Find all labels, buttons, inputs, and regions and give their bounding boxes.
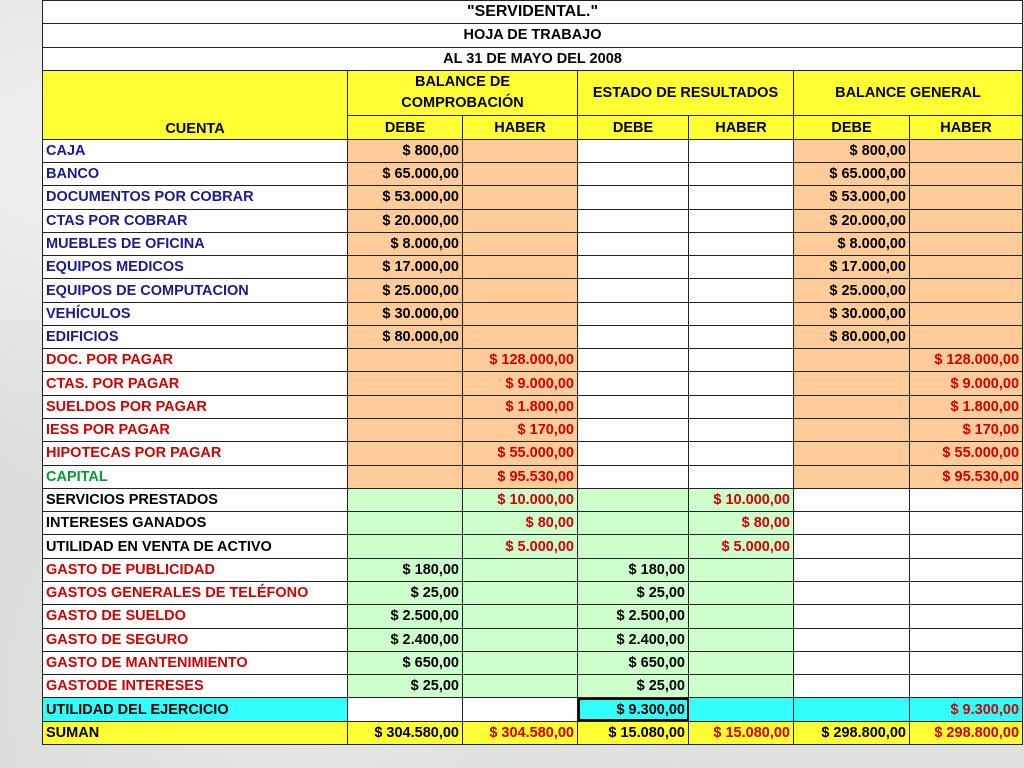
account-name: CTAS. POR PAGAR (43, 372, 348, 395)
table-row (43, 349, 1023, 372)
account-name: SERVICIOS PRESTADOS (43, 488, 348, 511)
bg-debe-cell (794, 675, 910, 698)
table-row (43, 651, 1023, 674)
table-row (43, 395, 1023, 418)
table-row (43, 325, 1023, 348)
suman-bc-haber: $ 304.580,00 (463, 721, 578, 744)
bg-haber-cell (910, 628, 1023, 651)
bc-haber-cell: $ 55.000,00 (463, 442, 578, 465)
er-debe-cell (578, 209, 689, 232)
er-haber-cell: $ 80,00 (689, 512, 794, 535)
account-name: CAPITAL (43, 465, 348, 488)
account-name: SUELDOS POR PAGAR (43, 395, 348, 418)
bg-haber-cell (910, 675, 1023, 698)
table-row (43, 256, 1023, 279)
er-debe-cell: $ 2.500,00 (578, 605, 689, 628)
bg-haber-cell: $ 9.000,00 (910, 372, 1023, 395)
bc-haber-cell (463, 558, 578, 581)
bc-haber-cell: $ 1.800,00 (463, 395, 578, 418)
bc-haber-cell (463, 209, 578, 232)
bg-debe-cell (794, 395, 910, 418)
er-haber-cell (689, 302, 794, 325)
account-name: INTERESES GANADOS (43, 512, 348, 535)
bg-haber-cell: $ 95.530,00 (910, 465, 1023, 488)
er-debe-cell (578, 442, 689, 465)
table-row (43, 232, 1023, 255)
er-haber-cell (689, 209, 794, 232)
er-debe-cell (578, 302, 689, 325)
bc-debe-cell: $ 2.400,00 (348, 628, 463, 651)
table-row (43, 465, 1023, 488)
bc-debe-cell (348, 372, 463, 395)
bg-debe-cell: $ 800,00 (794, 139, 910, 162)
header-er-haber: HABER (689, 116, 794, 139)
bg-debe-cell: $ 17.000,00 (794, 256, 910, 279)
bg-debe-cell: $ 20.000,00 (794, 209, 910, 232)
er-haber-cell (689, 465, 794, 488)
table-row (43, 209, 1023, 232)
bc-debe-cell: $ 30.000,00 (348, 302, 463, 325)
er-haber-cell: $ 5.000,00 (689, 535, 794, 558)
table-row (43, 582, 1023, 605)
er-haber-cell (689, 139, 794, 162)
suman-er-debe: $ 15.080,00 (578, 721, 689, 744)
bc-haber-cell (463, 325, 578, 348)
table-row (43, 628, 1023, 651)
bg-debe-cell (794, 628, 910, 651)
bg-debe-cell (794, 419, 910, 442)
bc-debe-cell (348, 535, 463, 558)
table-row (43, 419, 1023, 442)
bg-haber-cell: $ 1.800,00 (910, 395, 1023, 418)
bg-haber-cell (910, 186, 1023, 209)
bc-haber-cell (463, 232, 578, 255)
bc-debe-cell (348, 512, 463, 535)
er-debe-cell (578, 395, 689, 418)
er-haber-cell (689, 186, 794, 209)
bc-debe-cell: $ 650,00 (348, 651, 463, 674)
header-cuenta: CUENTA (43, 70, 348, 139)
account-name: MUEBLES DE OFICINA (43, 232, 348, 255)
header-bg-debe: DEBE (794, 116, 910, 139)
bg-haber-cell (910, 209, 1023, 232)
bc-haber-cell (463, 651, 578, 674)
bg-haber-cell (910, 558, 1023, 581)
bg-haber-cell (910, 302, 1023, 325)
account-name: EQUIPOS DE COMPUTACION (43, 279, 348, 302)
er-haber-cell (689, 256, 794, 279)
header-bg-haber: HABER (910, 116, 1023, 139)
table-row (43, 139, 1023, 162)
bg-debe-cell (794, 558, 910, 581)
table-row (43, 535, 1023, 558)
er-debe-cell (578, 139, 689, 162)
table-row (43, 442, 1023, 465)
account-name: GASTO DE PUBLICIDAD (43, 558, 348, 581)
bc-debe-cell (348, 465, 463, 488)
er-haber-cell (689, 279, 794, 302)
header-bc-debe: DEBE (348, 116, 463, 139)
bg-debe-cell (794, 582, 910, 605)
bg-debe-cell (794, 465, 910, 488)
table-row (43, 558, 1023, 581)
bc-debe-cell (348, 395, 463, 418)
header-estado-resultados: ESTADO DE RESULTADOS (578, 70, 794, 116)
bc-debe-cell (348, 488, 463, 511)
bg-haber-cell (910, 325, 1023, 348)
group-header-row (43, 70, 1023, 116)
er-haber-cell (689, 442, 794, 465)
er-haber-cell (689, 558, 794, 581)
er-debe-cell: $ 650,00 (578, 651, 689, 674)
bc-haber-cell: $ 95.530,00 (463, 465, 578, 488)
er-debe-cell (578, 279, 689, 302)
table-row (43, 372, 1023, 395)
bc-haber-cell (463, 139, 578, 162)
er-haber-cell (689, 628, 794, 651)
bg-haber-cell (910, 232, 1023, 255)
bc-haber-cell (463, 302, 578, 325)
account-name: UTILIDAD EN VENTA DE ACTIVO (43, 535, 348, 558)
table-row (43, 675, 1023, 698)
utilidad-er-debe: $ 9.300,00 (578, 698, 689, 721)
account-name: EQUIPOS MEDICOS (43, 256, 348, 279)
bc-debe-cell: $ 80.000,00 (348, 325, 463, 348)
bg-haber-cell (910, 535, 1023, 558)
bc-debe-cell (348, 442, 463, 465)
bc-haber-cell (463, 605, 578, 628)
bg-debe-cell (794, 488, 910, 511)
bc-haber-cell: $ 80,00 (463, 512, 578, 535)
bc-debe-cell: $ 25,00 (348, 582, 463, 605)
bg-haber-cell (910, 256, 1023, 279)
utilidad-row (43, 698, 1023, 721)
bg-debe-cell: $ 30.000,00 (794, 302, 910, 325)
bc-debe-cell: $ 53.000,00 (348, 186, 463, 209)
subtitle-row (43, 24, 1023, 47)
table-row (43, 279, 1023, 302)
er-debe-cell (578, 162, 689, 185)
er-debe-cell (578, 465, 689, 488)
bc-debe-cell: $ 25,00 (348, 675, 463, 698)
utilidad-bg-debe (794, 698, 910, 721)
worksheet-table (42, 0, 1023, 745)
account-name: GASTO DE MANTENIMIENTO (43, 651, 348, 674)
er-debe-cell (578, 488, 689, 511)
bc-haber-cell: $ 170,00 (463, 419, 578, 442)
bc-debe-cell: $ 2.500,00 (348, 605, 463, 628)
bc-haber-cell (463, 279, 578, 302)
account-name: CAJA (43, 139, 348, 162)
bg-haber-cell: $ 55.000,00 (910, 442, 1023, 465)
account-name: DOC. POR PAGAR (43, 349, 348, 372)
er-haber-cell (689, 675, 794, 698)
bg-debe-cell (794, 535, 910, 558)
bg-debe-cell (794, 349, 910, 372)
bc-debe-cell: $ 65.000,00 (348, 162, 463, 185)
account-name: EDIFICIOS (43, 325, 348, 348)
er-haber-cell (689, 162, 794, 185)
er-debe-cell: $ 180,00 (578, 558, 689, 581)
account-name: GASTOS GENERALES DE TELÉFONO (43, 582, 348, 605)
bc-debe-cell: $ 17.000,00 (348, 256, 463, 279)
account-rows (43, 139, 1023, 698)
sheet-date: AL 31 DE MAYO DEL 2008 (43, 47, 1023, 70)
title-row (43, 1, 1023, 24)
bc-haber-cell (463, 582, 578, 605)
bg-haber-cell (910, 139, 1023, 162)
bg-debe-cell (794, 651, 910, 674)
er-haber-cell (689, 325, 794, 348)
utilidad-bc-haber (463, 698, 578, 721)
bc-debe-cell (348, 349, 463, 372)
header-er-debe: DEBE (578, 116, 689, 139)
suman-row (43, 721, 1023, 744)
bg-haber-cell (910, 605, 1023, 628)
suman-label: SUMAN (43, 721, 348, 744)
account-name: BANCO (43, 162, 348, 185)
bg-haber-cell (910, 512, 1023, 535)
bg-debe-cell (794, 605, 910, 628)
er-haber-cell (689, 232, 794, 255)
bc-debe-cell (348, 419, 463, 442)
bc-haber-cell: $ 9.000,00 (463, 372, 578, 395)
table-row (43, 512, 1023, 535)
er-debe-cell (578, 419, 689, 442)
bg-haber-cell (910, 582, 1023, 605)
er-debe-cell (578, 349, 689, 372)
table-row (43, 302, 1023, 325)
bg-haber-cell: $ 128.000,00 (910, 349, 1023, 372)
er-haber-cell (689, 651, 794, 674)
er-debe-cell: $ 25,00 (578, 582, 689, 605)
bc-haber-cell (463, 628, 578, 651)
account-name: HIPOTECAS POR PAGAR (43, 442, 348, 465)
bg-haber-cell (910, 162, 1023, 185)
bg-haber-cell (910, 651, 1023, 674)
bc-haber-cell: $ 5.000,00 (463, 535, 578, 558)
bc-debe-cell: $ 8.000,00 (348, 232, 463, 255)
bc-haber-cell (463, 675, 578, 698)
bc-debe-cell: $ 800,00 (348, 139, 463, 162)
table-row (43, 488, 1023, 511)
bg-debe-cell (794, 372, 910, 395)
bg-debe-cell: $ 80.000,00 (794, 325, 910, 348)
bg-debe-cell (794, 442, 910, 465)
account-name: DOCUMENTOS POR COBRAR (43, 186, 348, 209)
bg-haber-cell: $ 170,00 (910, 419, 1023, 442)
er-debe-cell (578, 256, 689, 279)
bc-debe-cell: $ 25.000,00 (348, 279, 463, 302)
account-name: GASTODE INTERESES (43, 675, 348, 698)
bg-haber-cell (910, 488, 1023, 511)
suman-bg-haber: $ 298.800,00 (910, 721, 1023, 744)
bg-debe-cell: $ 8.000,00 (794, 232, 910, 255)
suman-bc-debe: $ 304.580,00 (348, 721, 463, 744)
bg-debe-cell: $ 25.000,00 (794, 279, 910, 302)
er-debe-cell (578, 232, 689, 255)
er-debe-cell (578, 186, 689, 209)
bc-haber-cell (463, 256, 578, 279)
er-debe-cell: $ 25,00 (578, 675, 689, 698)
account-name: CTAS POR COBRAR (43, 209, 348, 232)
utilidad-label: UTILIDAD DEL EJERCICIO (43, 698, 348, 721)
er-haber-cell: $ 10.000,00 (689, 488, 794, 511)
utilidad-bg-haber: $ 9.300,00 (910, 698, 1023, 721)
er-haber-cell (689, 372, 794, 395)
er-debe-cell (578, 372, 689, 395)
suman-bg-debe: $ 298.800,00 (794, 721, 910, 744)
sheet-subtitle: HOJA DE TRABAJO (43, 24, 1023, 47)
company-title: "SERVIDENTAL." (43, 1, 1023, 24)
er-haber-cell (689, 582, 794, 605)
table-row (43, 186, 1023, 209)
table-row (43, 162, 1023, 185)
er-haber-cell (689, 605, 794, 628)
er-debe-cell (578, 325, 689, 348)
bg-debe-cell: $ 53.000,00 (794, 186, 910, 209)
bc-haber-cell: $ 10.000,00 (463, 488, 578, 511)
bg-haber-cell (910, 279, 1023, 302)
bc-debe-cell: $ 20.000,00 (348, 209, 463, 232)
table-row (43, 605, 1023, 628)
header-balance-comprobacion: BALANCE DE COMPROBACIÓN (348, 70, 578, 116)
account-name: GASTO DE SUELDO (43, 605, 348, 628)
bc-haber-cell (463, 186, 578, 209)
bg-debe-cell: $ 65.000,00 (794, 162, 910, 185)
bc-haber-cell (463, 162, 578, 185)
bc-debe-cell: $ 180,00 (348, 558, 463, 581)
utilidad-bc-debe (348, 698, 463, 721)
account-name: GASTO DE SEGURO (43, 628, 348, 651)
suman-er-haber: $ 15.080,00 (689, 721, 794, 744)
er-debe-cell (578, 512, 689, 535)
er-debe-cell: $ 2.400,00 (578, 628, 689, 651)
er-haber-cell (689, 349, 794, 372)
er-haber-cell (689, 419, 794, 442)
header-balance-general: BALANCE GENERAL (794, 70, 1023, 116)
bg-debe-cell (794, 512, 910, 535)
er-haber-cell (689, 395, 794, 418)
account-name: IESS POR PAGAR (43, 419, 348, 442)
er-debe-cell (578, 535, 689, 558)
utilidad-er-haber (689, 698, 794, 721)
account-name: VEHÍCULOS (43, 302, 348, 325)
header-bc-haber: HABER (463, 116, 578, 139)
bc-haber-cell: $ 128.000,00 (463, 349, 578, 372)
date-row (43, 47, 1023, 70)
